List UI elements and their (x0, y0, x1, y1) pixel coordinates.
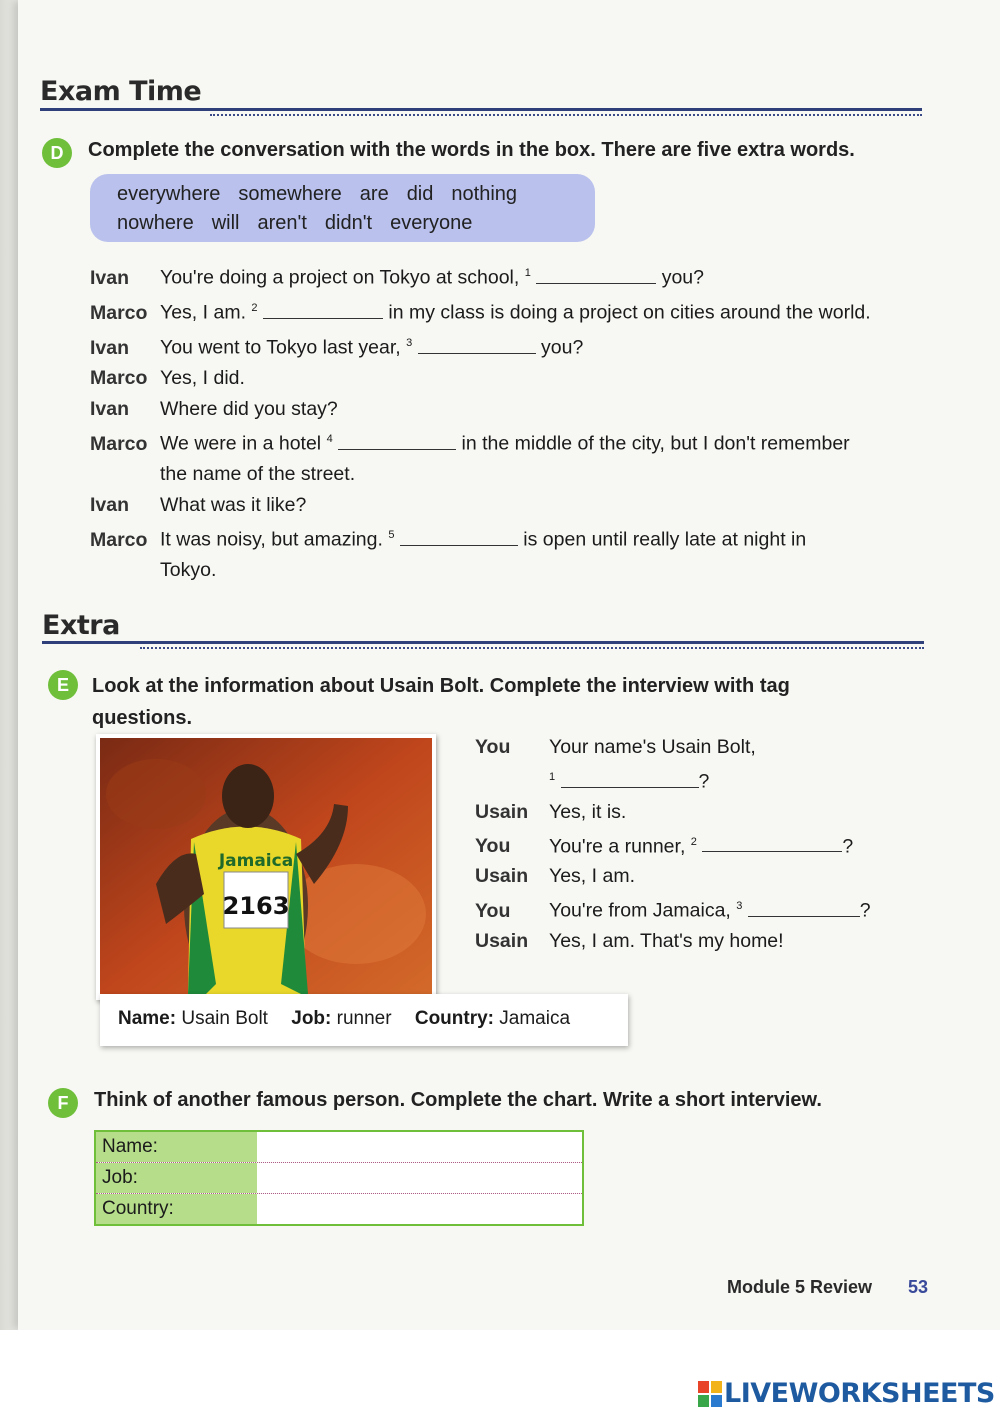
line-text: You went to Tokyo last year, (160, 336, 407, 359)
section-rule-dots (210, 114, 922, 118)
answer-blank-2[interactable] (702, 833, 842, 852)
line-text: We were in a hotel (160, 432, 327, 455)
country-value: Jamaica (499, 1008, 571, 1029)
bib-number: 2163 (222, 892, 290, 920)
line-end: ? (842, 835, 854, 857)
line-end: ? (698, 770, 710, 793)
word-box-word: nowhere (117, 212, 194, 234)
dialogue-line (90, 520, 930, 555)
word-box-row-2 (117, 209, 595, 238)
line-text: Your name's Usain Bolt, (549, 736, 756, 758)
line-text: You're a runner, (549, 835, 691, 857)
dialogue-line (90, 363, 930, 394)
exercise-badge-f: F (48, 1088, 78, 1118)
exercise-f-instruction: Think of another famous person. Complete the chart. Write a short interview. (94, 1089, 822, 1111)
speaker: You (475, 736, 511, 758)
interview-line (475, 762, 935, 797)
chart-label: Name: (96, 1132, 257, 1162)
dialogue-line (90, 258, 930, 293)
exercise-badge-d: D (42, 138, 72, 168)
job-value: runner (336, 1008, 392, 1029)
dialogue-line-continued: Tokyo. (160, 559, 217, 581)
word-box-word: everywhere (117, 183, 221, 205)
liveworksheets-icon (698, 1381, 722, 1407)
line-text: Yes, I am. (160, 301, 252, 324)
line-text: you? (656, 266, 704, 289)
line-text: Yes, it is. (549, 800, 627, 823)
interview-line (475, 732, 935, 762)
speaker: Marco (90, 367, 148, 389)
speaker: You (475, 835, 511, 857)
word-box-word: nothing (451, 183, 518, 205)
book-spine (0, 0, 18, 1413)
interview-line (475, 827, 935, 862)
interview-line (475, 797, 935, 827)
section-rule (42, 641, 924, 644)
speaker: Usain (475, 929, 529, 952)
name-input[interactable] (257, 1132, 582, 1162)
word-box-word: everyone (390, 212, 473, 234)
line-text: Yes, I am. (549, 865, 635, 887)
exercise-e-instruction (92, 670, 790, 734)
answer-blank-1[interactable] (561, 769, 699, 788)
chart-label: Country: (96, 1194, 257, 1224)
conversation (90, 258, 930, 586)
speaker: Ivan (90, 397, 130, 420)
blank-number: 2 (251, 302, 258, 314)
section-rule-dots (140, 647, 924, 651)
extra-title: Extra (42, 610, 120, 641)
speaker: Ivan (90, 493, 130, 516)
dialogue-line (90, 424, 930, 459)
chart-label: Job: (96, 1163, 257, 1193)
speaker: You (475, 899, 511, 922)
dialogue-line (90, 490, 930, 521)
speaker: Usain (475, 800, 529, 823)
dialogue-line (90, 293, 930, 328)
line-text: Where did you stay? (160, 397, 338, 420)
word-box-word: somewhere (238, 183, 342, 205)
interview-line (475, 891, 935, 926)
brand-name: LIVEWORKSHEETS (724, 1378, 995, 1409)
chart-row-country (96, 1194, 582, 1224)
speaker: Marco (90, 528, 148, 551)
line-text: is open until really late at night in (517, 528, 807, 551)
country-input[interactable] (257, 1194, 582, 1224)
blank-number: 1 (524, 267, 531, 279)
word-box-word: aren't (257, 212, 307, 234)
module-footer: Module 5 Review (727, 1277, 873, 1297)
liveworksheets-logo (698, 1378, 995, 1409)
interview-line (475, 861, 935, 891)
page-number: 53 (908, 1277, 929, 1297)
shirt-text: Jamaica (218, 851, 294, 871)
country-label: Country: (414, 1008, 494, 1029)
answer-blank-4[interactable] (338, 431, 456, 450)
blank-number: 2 (690, 835, 697, 848)
usain-bolt-photo (96, 734, 436, 1000)
word-box-word: will (211, 212, 240, 234)
interview-line (475, 926, 935, 956)
line-text: you? (535, 336, 584, 359)
line-text: What was it like? (160, 493, 307, 516)
word-box-word: did (406, 183, 434, 205)
chart-row-name (96, 1132, 582, 1163)
interview (475, 732, 935, 956)
answer-blank-3[interactable] (748, 898, 860, 917)
runner-illustration (96, 734, 436, 1000)
line-text: You're doing a project on Tokyo at school, (160, 266, 525, 289)
dialogue-line (90, 394, 930, 425)
speaker: Usain (475, 865, 529, 887)
famous-person-chart (94, 1130, 584, 1226)
answer-blank-1[interactable] (536, 265, 656, 284)
line-text: Yes, I did. (160, 367, 245, 389)
speaker: Marco (90, 432, 148, 455)
word-box-word: are (359, 183, 389, 205)
instruction-line-2: questions. (92, 707, 193, 729)
exam-time-title: Exam Time (40, 76, 202, 107)
speaker: Ivan (90, 336, 130, 359)
exercise-d-instruction: Complete the conversation with the words in the box. There are five extra words. (88, 139, 855, 161)
blank-number: 3 (736, 900, 743, 912)
blank-number: 4 (326, 433, 333, 445)
line-text: in the middle of the city, but I don't remember (456, 432, 850, 455)
dialogue-line-continued: the name of the street. (160, 463, 356, 485)
name-label: Name: (118, 1008, 177, 1029)
speaker: Ivan (90, 266, 130, 289)
job-input[interactable] (257, 1163, 582, 1193)
job-label: Job: (291, 1008, 332, 1029)
name-value: Usain Bolt (181, 1008, 268, 1029)
blank-number: 1 (549, 771, 556, 783)
chart-row-job (96, 1163, 582, 1194)
section-rule (40, 108, 922, 111)
answer-blank-5[interactable] (400, 527, 518, 546)
dialogue-line (90, 328, 930, 363)
word-box (90, 174, 595, 242)
info-caption (100, 994, 628, 1046)
line-end: ? (859, 899, 871, 922)
answer-blank-2[interactable] (263, 300, 383, 319)
blank-number: 5 (388, 529, 395, 541)
exercise-badge-e: E (48, 670, 78, 700)
line-text: It was noisy, but amazing. (160, 528, 389, 551)
instruction-line-1: Look at the information about Usain Bolt. Complete the interview with tag (92, 675, 790, 697)
word-box-word: didn't (324, 212, 373, 234)
answer-blank-3[interactable] (418, 335, 536, 354)
speaker: Marco (90, 301, 148, 324)
word-box-row-1 (117, 180, 595, 209)
line-text: You're from Jamaica, (549, 899, 737, 922)
line-text: in my class is doing a project on cities around the world. (382, 301, 871, 324)
blank-number: 3 (406, 337, 413, 349)
line-text: Yes, I am. That's my home! (549, 929, 784, 952)
